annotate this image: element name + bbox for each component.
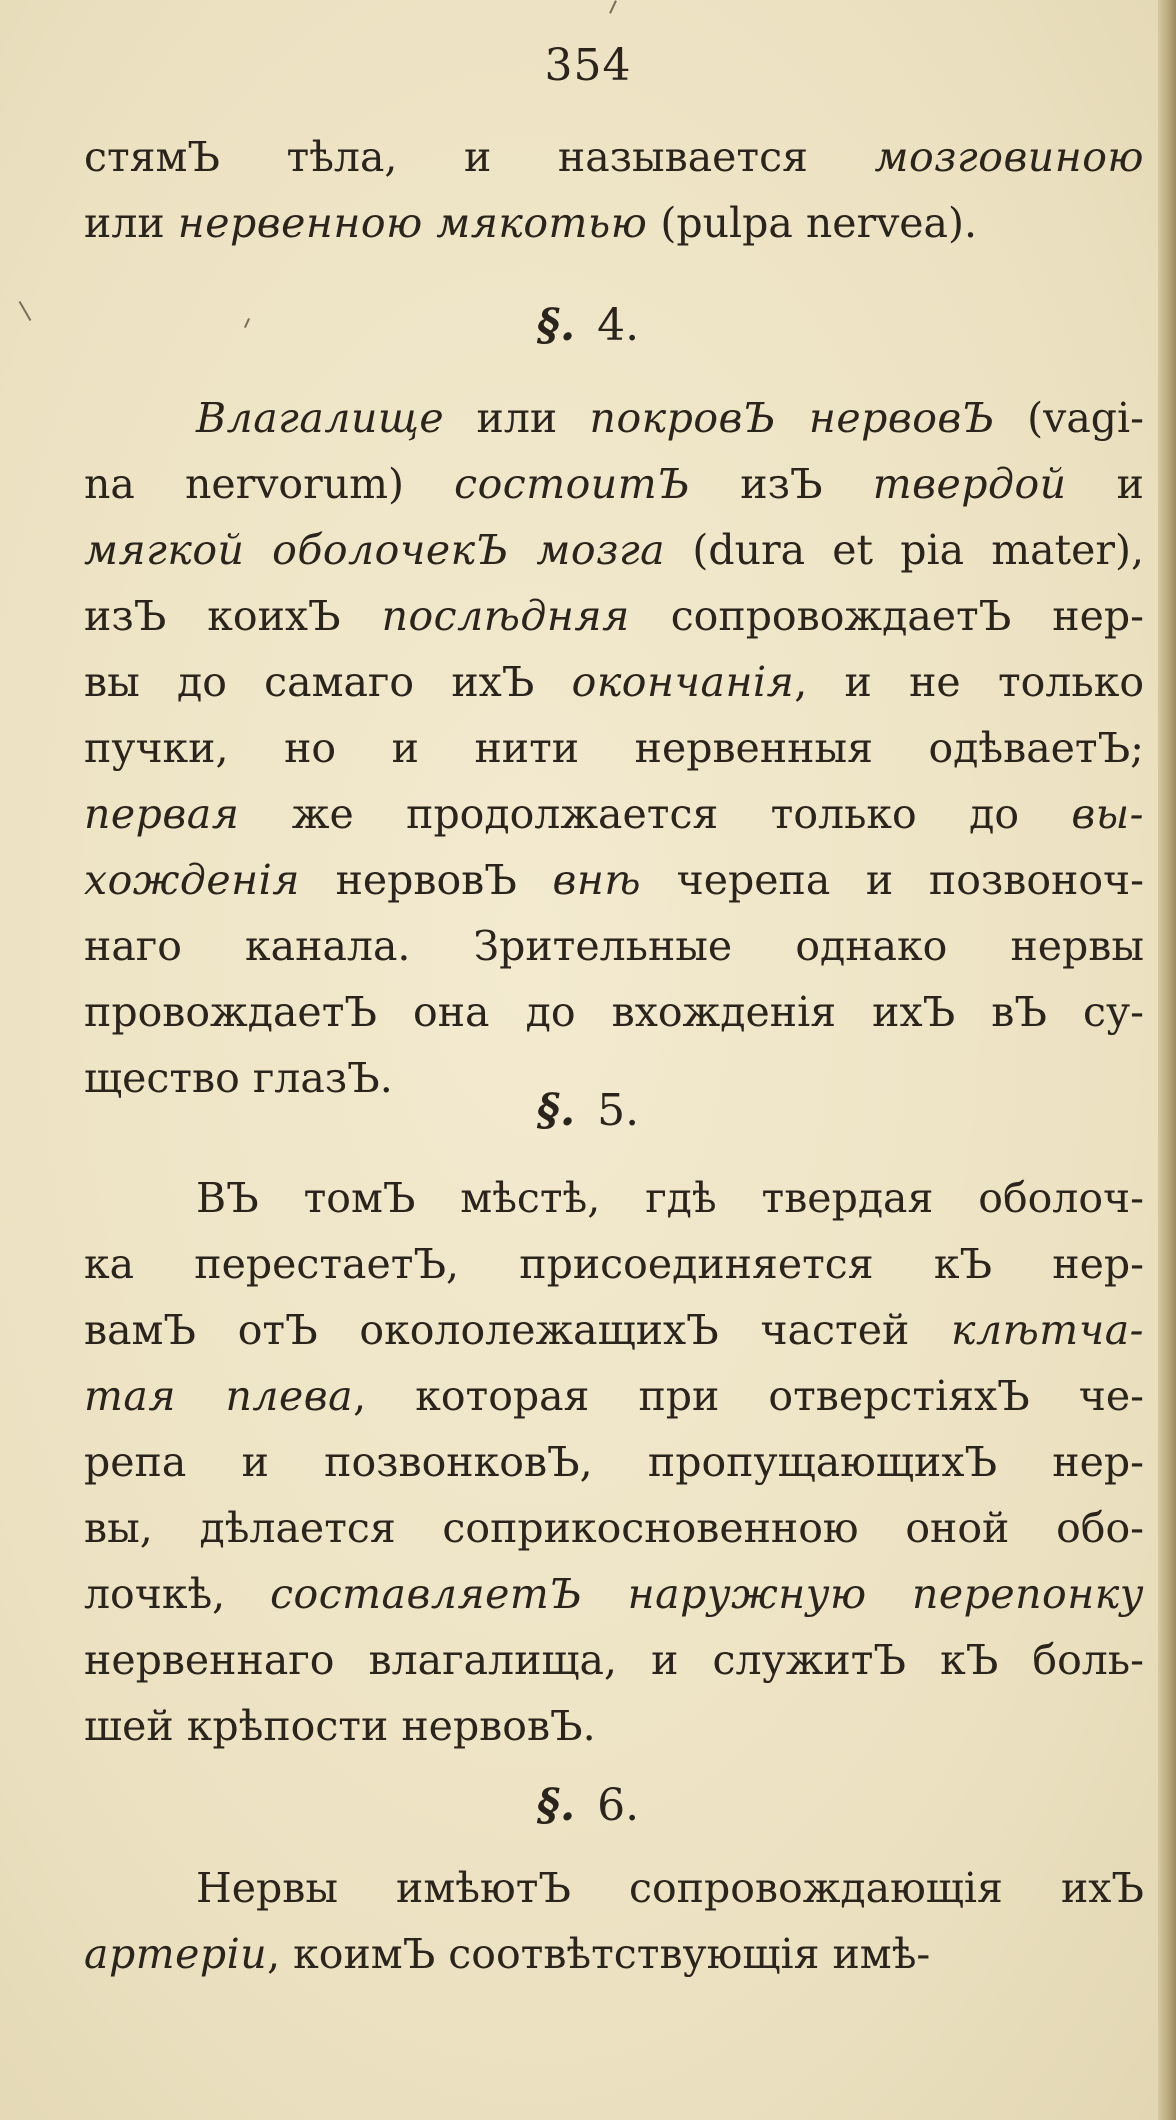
section-number: 5. [597, 1085, 640, 1136]
text-line [84, 715, 1144, 781]
text-line [84, 451, 1144, 517]
text-run: щество глазЪ. [84, 1054, 393, 1102]
text-run: (dura et pia mater), [665, 526, 1144, 574]
text-line [84, 124, 1144, 190]
section-heading-5 [0, 1085, 1176, 1136]
text-run: стямЪ тѣла, и называется [84, 133, 875, 181]
text-line [84, 1231, 1144, 1297]
text-run: нервеннаго влагалища, и служитЪ кЪ боль- [84, 1636, 1144, 1684]
text-line [84, 1297, 1144, 1363]
text-run: (pulpa nervea). [647, 199, 977, 247]
italic-term: внѣ [552, 856, 642, 904]
text-run: na nervorum) [84, 460, 455, 508]
text-run: черепа и позвоноч- [641, 856, 1145, 904]
text-run: лочкѣ, [84, 1570, 271, 1618]
text-run: вамЪ отЪ окололежащихЪ частей [84, 1306, 952, 1354]
text-line [84, 385, 1144, 451]
section-sign: §. [536, 1780, 576, 1831]
text-run: шей крѣпости нервовЪ. [84, 1702, 596, 1750]
text-run: , коимЪ соотвѣтствующія имѣ- [267, 1930, 931, 1978]
italic-term: послѣдняя [381, 592, 630, 640]
italic-term: мягкой оболочекЪ мозга [84, 526, 666, 574]
text-run: и [1066, 460, 1144, 508]
italic-term: мозговиною [874, 133, 1144, 181]
text-line [84, 1363, 1144, 1429]
text-run: пучки, но и нити нервенныя одѣваетЪ; [84, 724, 1144, 772]
italic-term: вы- [1071, 790, 1144, 838]
text-line [84, 517, 1144, 583]
text-line [84, 649, 1144, 715]
text-run: вы до самаго ихЪ [84, 658, 572, 706]
section-number: 6. [597, 1780, 640, 1831]
text-run: изЪ [690, 460, 873, 508]
text-line [84, 1921, 1144, 1987]
section-heading-4 [0, 300, 1176, 351]
text-run: репа и позвонковЪ, пропущающихЪ нер- [84, 1438, 1144, 1486]
text-run: вы, дѣлается соприкосновенною оной обо- [84, 1504, 1144, 1552]
italic-term: тая плева [84, 1372, 354, 1420]
text-line [84, 1495, 1144, 1561]
italic-term: составляетЪ наружную перепонку [270, 1570, 1144, 1618]
text-run: (vagi- [994, 394, 1144, 442]
italic-term: твердой [872, 460, 1067, 508]
italic-term: клѣтча- [951, 1306, 1144, 1354]
text-line [84, 847, 1144, 913]
text-run: же продолжается только до [239, 790, 1072, 838]
italic-term: нервенною мякотью [177, 199, 648, 247]
section-sign: §. [536, 300, 576, 351]
text-line [84, 781, 1144, 847]
text-run: или [444, 394, 590, 442]
text-run: , которая при отверстіяхЪ че- [353, 1372, 1144, 1420]
text-run: ВЪ томЪ мѣстѣ, гдѣ твердая оболоч- [196, 1174, 1144, 1222]
italic-term: окончанія [571, 658, 795, 706]
text-run: или [84, 199, 178, 247]
text-run: , и не только [794, 658, 1145, 706]
text-line [84, 190, 1144, 256]
text-run: сопровождаетЪ нер- [629, 592, 1144, 640]
italic-term: Влагалище [196, 394, 445, 442]
section-number: 4. [597, 300, 640, 351]
text-line [84, 1561, 1144, 1627]
text-line [84, 1165, 1144, 1231]
italic-term: состоитЪ [454, 460, 691, 508]
text-line [84, 583, 1144, 649]
text-run: провождаетЪ она до вхожденія ихЪ вЪ су- [84, 988, 1144, 1036]
text-run: изЪ коихЪ [84, 592, 382, 640]
italic-term: первая [84, 790, 240, 838]
text-run: Нервы имѣютЪ сопровождающія ихЪ [196, 1864, 1144, 1912]
text-line [84, 1855, 1144, 1921]
italic-term: хожденія [84, 856, 300, 904]
text-line [84, 1429, 1144, 1495]
italic-term: покровЪ нервовЪ [589, 394, 995, 442]
page-number: 354 [544, 40, 632, 91]
text-line [84, 1693, 1144, 1759]
text-run: наго канала. Зрительные однако нервы [84, 922, 1144, 970]
text-run: нервовЪ [299, 856, 553, 904]
text-line [84, 979, 1144, 1045]
section-sign: §. [536, 1085, 576, 1136]
text-run: ка перестаетЪ, присоединяется кЪ нер- [84, 1240, 1144, 1288]
text-line [84, 1627, 1144, 1693]
section-heading-6 [0, 1780, 1176, 1831]
text-line [84, 913, 1144, 979]
italic-term: артеріи [84, 1930, 268, 1978]
